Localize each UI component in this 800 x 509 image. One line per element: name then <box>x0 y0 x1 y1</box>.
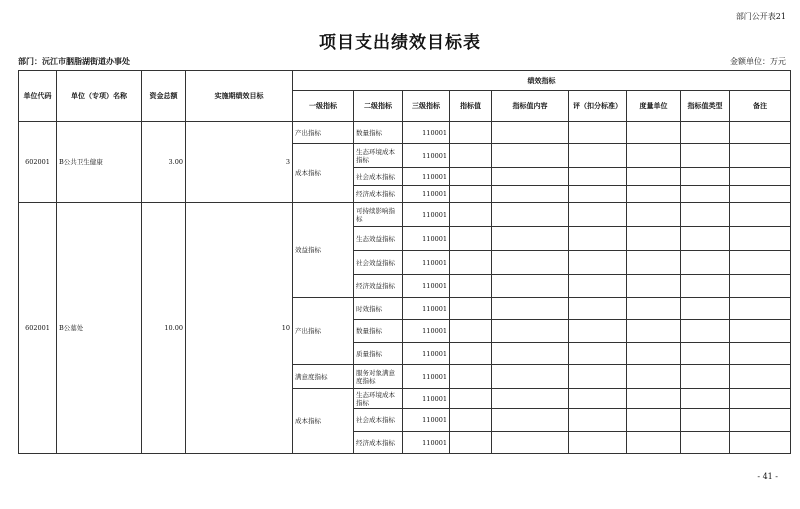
measure-unit-cell <box>627 365 681 389</box>
level2-cell: 服务对象满意度指标 <box>354 365 403 389</box>
value-type-cell <box>681 389 730 409</box>
header-scoring: 评（扣分标准） <box>569 91 627 122</box>
value-content-cell <box>492 275 569 298</box>
scoring-cell <box>569 409 627 432</box>
value-content-cell <box>492 144 569 168</box>
level1-cell: 成本指标 <box>293 389 354 454</box>
scoring-cell <box>569 320 627 343</box>
value-type-cell <box>681 186 730 203</box>
level1-cell: 效益指标 <box>293 203 354 298</box>
value-type-cell <box>681 144 730 168</box>
value-cell <box>450 432 492 454</box>
value-cell <box>450 365 492 389</box>
level3-cell: 110001 <box>403 409 450 432</box>
level3-cell: 110001 <box>403 168 450 186</box>
remark-cell <box>730 227 791 251</box>
level3-cell: 110001 <box>403 389 450 409</box>
level3-cell: 110001 <box>403 320 450 343</box>
performance-target-table <box>18 70 791 454</box>
remark-cell <box>730 186 791 203</box>
scoring-cell <box>569 203 627 227</box>
remark-cell <box>730 203 791 227</box>
value-type-cell <box>681 432 730 454</box>
value-type-cell <box>681 343 730 365</box>
measure-unit-cell <box>627 168 681 186</box>
value-content-cell <box>492 298 569 320</box>
remark-cell <box>730 432 791 454</box>
total-funds-cell: 3.00 <box>142 122 186 203</box>
remark-cell <box>730 320 791 343</box>
scoring-cell <box>569 144 627 168</box>
value-type-cell <box>681 409 730 432</box>
header-value: 指标值 <box>450 91 492 122</box>
level2-cell: 数量指标 <box>354 320 403 343</box>
measure-unit-cell <box>627 409 681 432</box>
level2-cell: 数量指标 <box>354 122 403 144</box>
measure-unit-cell <box>627 432 681 454</box>
unit-name-cell: B公墓处 <box>57 203 142 454</box>
table-row <box>19 203 791 227</box>
header-unit-name: 单位（专项）名称 <box>57 71 142 122</box>
level2-cell: 生态环境成本指标 <box>354 389 403 409</box>
value-type-cell <box>681 320 730 343</box>
value-content-cell <box>492 343 569 365</box>
scoring-cell <box>569 432 627 454</box>
scoring-cell <box>569 186 627 203</box>
value-content-cell <box>492 409 569 432</box>
value-content-cell <box>492 203 569 227</box>
level2-cell: 经济成本指标 <box>354 432 403 454</box>
level2-cell: 质量指标 <box>354 343 403 365</box>
money-unit-label: 金额单位：万元 <box>730 57 786 66</box>
value-cell <box>450 389 492 409</box>
value-content-cell <box>492 320 569 343</box>
value-type-cell <box>681 122 730 144</box>
value-cell <box>450 168 492 186</box>
level1-cell: 成本指标 <box>293 144 354 203</box>
value-content-cell <box>492 389 569 409</box>
level3-cell: 110001 <box>403 227 450 251</box>
unit-name-cell: B公共卫生健康 <box>57 122 142 203</box>
value-cell <box>450 320 492 343</box>
remark-cell <box>730 144 791 168</box>
value-content-cell <box>492 122 569 144</box>
value-cell <box>450 409 492 432</box>
value-cell <box>450 186 492 203</box>
remark-cell <box>730 365 791 389</box>
scoring-cell <box>569 343 627 365</box>
scoring-cell <box>569 251 627 275</box>
page-label: 部门公开表21 <box>735 12 786 21</box>
level3-cell: 110001 <box>403 186 450 203</box>
value-cell <box>450 251 492 275</box>
level2-cell: 生态效益指标 <box>354 227 403 251</box>
level2-cell: 生态环境成本指标 <box>354 144 403 168</box>
scoring-cell <box>569 227 627 251</box>
measure-unit-cell <box>627 122 681 144</box>
level1-cell: 产出指标 <box>293 298 354 365</box>
remark-cell <box>730 122 791 144</box>
level3-cell: 110001 <box>403 251 450 275</box>
measure-unit-cell <box>627 186 681 203</box>
unit-code-cell: 602001 <box>19 122 57 203</box>
header-level2: 二级指标 <box>354 91 403 122</box>
header-remark: 备注 <box>730 91 791 122</box>
department-label: 部门：沅江市胭脂湖街道办事处 <box>18 56 130 66</box>
value-cell <box>450 343 492 365</box>
remark-cell <box>730 168 791 186</box>
level3-cell: 110001 <box>403 298 450 320</box>
scoring-cell <box>569 365 627 389</box>
table-row <box>19 122 791 144</box>
remark-cell <box>730 389 791 409</box>
level1-cell: 产出指标 <box>293 122 354 144</box>
level3-cell: 110001 <box>403 203 450 227</box>
table-body <box>19 122 791 454</box>
level2-cell: 时效指标 <box>354 298 403 320</box>
value-cell <box>450 227 492 251</box>
value-cell <box>450 275 492 298</box>
level2-cell: 可持续影响指标 <box>354 203 403 227</box>
footer-page-number: - 41 - <box>757 472 778 481</box>
measure-unit-cell <box>627 320 681 343</box>
value-type-cell <box>681 298 730 320</box>
target-cell: 10 <box>186 203 293 454</box>
level2-cell: 经济成本指标 <box>354 186 403 203</box>
value-cell <box>450 203 492 227</box>
header-performance-indicators: 绩效指标 <box>293 71 791 91</box>
target-cell: 3 <box>186 122 293 203</box>
value-type-cell <box>681 275 730 298</box>
header-total-funds: 资金总额 <box>142 71 186 122</box>
header-unit-code: 单位代码 <box>19 71 57 122</box>
level1-cell: 满意度指标 <box>293 365 354 389</box>
value-type-cell <box>681 251 730 275</box>
scoring-cell <box>569 275 627 298</box>
level3-cell: 110001 <box>403 432 450 454</box>
value-content-cell <box>492 432 569 454</box>
header-level1: 一级指标 <box>293 91 354 122</box>
header-level3: 三级指标 <box>403 91 450 122</box>
level3-cell: 110001 <box>403 144 450 168</box>
remark-cell <box>730 275 791 298</box>
measure-unit-cell <box>627 343 681 365</box>
value-content-cell <box>492 227 569 251</box>
remark-cell <box>730 251 791 275</box>
value-type-cell <box>681 168 730 186</box>
unit-code-cell: 602001 <box>19 203 57 454</box>
measure-unit-cell <box>627 298 681 320</box>
value-cell <box>450 122 492 144</box>
level2-cell: 社会成本指标 <box>354 168 403 186</box>
value-type-cell <box>681 365 730 389</box>
value-content-cell <box>492 186 569 203</box>
value-content-cell <box>492 251 569 275</box>
value-content-cell <box>492 168 569 186</box>
value-cell <box>450 144 492 168</box>
measure-unit-cell <box>627 144 681 168</box>
level3-cell: 110001 <box>403 343 450 365</box>
header-target: 实施期绩效目标 <box>186 71 293 122</box>
level3-cell: 110001 <box>403 122 450 144</box>
level3-cell: 110001 <box>403 275 450 298</box>
measure-unit-cell <box>627 275 681 298</box>
value-cell <box>450 298 492 320</box>
header-measure-unit: 度量单位 <box>627 91 681 122</box>
level2-cell: 社会成本指标 <box>354 409 403 432</box>
level3-cell: 110001 <box>403 365 450 389</box>
measure-unit-cell <box>627 203 681 227</box>
level2-cell: 经济效益指标 <box>354 275 403 298</box>
remark-cell <box>730 343 791 365</box>
scoring-cell <box>569 122 627 144</box>
remark-cell <box>730 298 791 320</box>
value-content-cell <box>492 365 569 389</box>
level2-cell: 社会效益指标 <box>354 251 403 275</box>
value-type-cell <box>681 203 730 227</box>
measure-unit-cell <box>627 389 681 409</box>
scoring-cell <box>569 389 627 409</box>
total-funds-cell: 10.00 <box>142 203 186 454</box>
remark-cell <box>730 409 791 432</box>
header-value-type: 指标值类型 <box>681 91 730 122</box>
scoring-cell <box>569 168 627 186</box>
scoring-cell <box>569 298 627 320</box>
measure-unit-cell <box>627 227 681 251</box>
value-type-cell <box>681 227 730 251</box>
measure-unit-cell <box>627 251 681 275</box>
page-title: 项目支出绩效目标表 <box>319 33 481 53</box>
header-value-content: 指标值内容 <box>492 91 569 122</box>
